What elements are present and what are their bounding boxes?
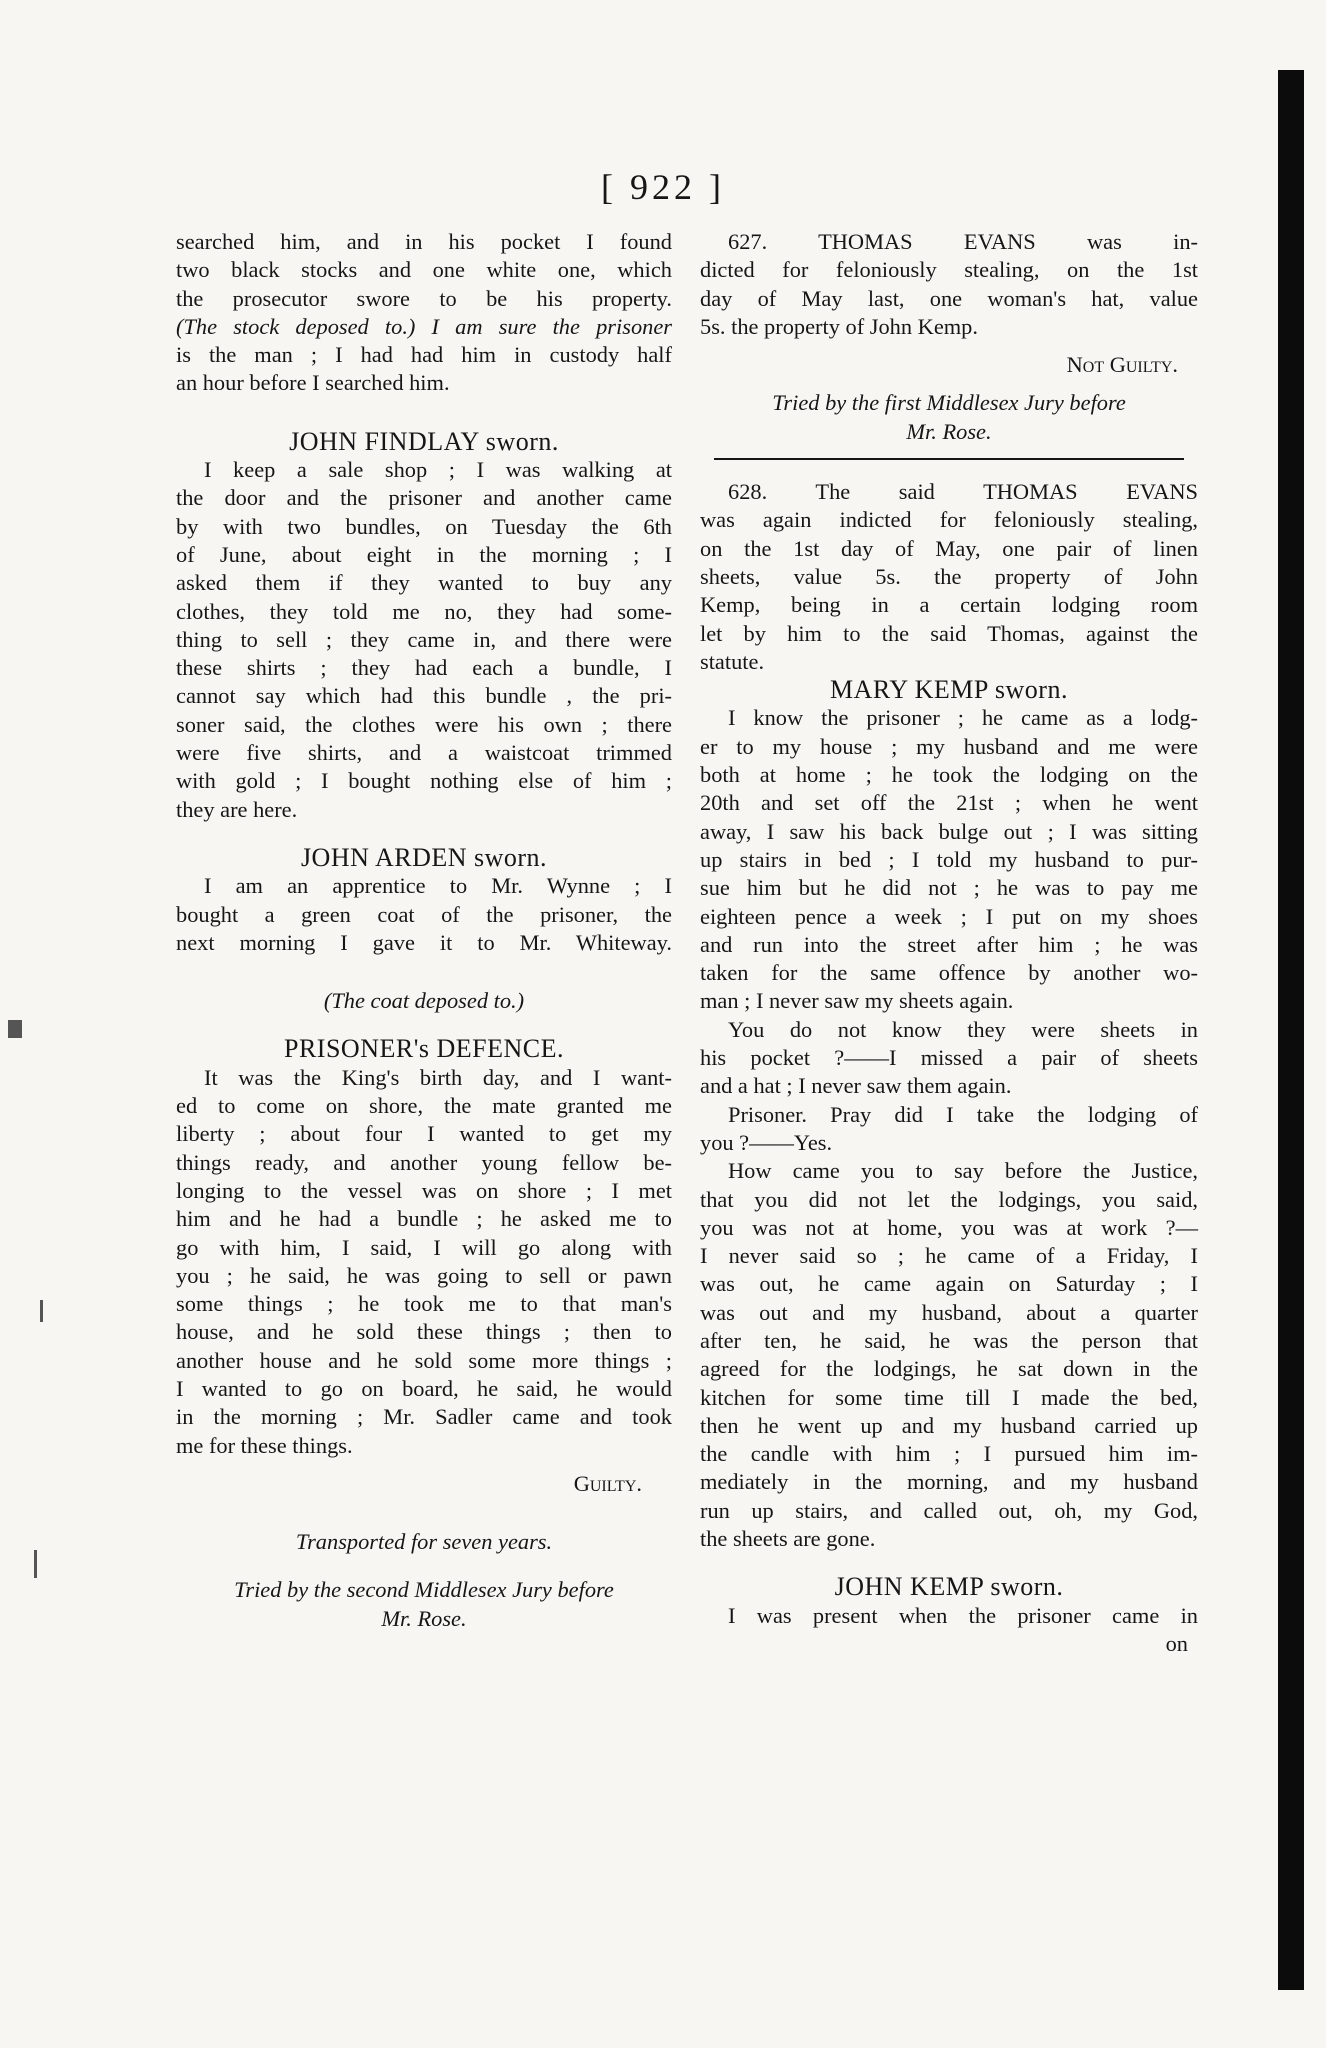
opening-paragraph [176, 228, 672, 398]
section-divider [714, 458, 1184, 460]
text-line: the candle with him ; I pursued him im- [700, 1441, 1198, 1467]
text-line: kitchen for some time till I made the bed, [700, 1384, 1198, 1410]
text-line: statute. [700, 648, 765, 674]
text-line: and a hat ; I never saw them again. [700, 1073, 1012, 1099]
text-line: liberty ; about four I wanted to get my [176, 1121, 672, 1147]
text-line: I keep a sale shop ; I was walking at [204, 457, 672, 483]
arden-testimony [176, 872, 672, 957]
text-line: these shirts ; they had each a bundle, I [176, 655, 672, 681]
jury-note: Tried by the first Middlesex Jury before [772, 390, 1126, 416]
text-line: eighteen pence a week ; I put on my shoes [700, 903, 1198, 929]
jury-judge: Mr. Rose. [381, 1605, 467, 1631]
mary-kemp-testimony [700, 704, 1198, 1015]
defence-heading: PRISONER's DEFENCE. [284, 1034, 564, 1064]
text-line: sheets, value 5s. the property of John [700, 563, 1198, 589]
scan-mark [34, 1550, 37, 1578]
text-line: taken for the same offence by another wo- [700, 960, 1198, 986]
text-line: sue him but he did not ; he was to pay me [700, 875, 1198, 901]
text-line: me for these things. [176, 1432, 353, 1458]
text-line: go with him, I said, I will go along with [176, 1234, 672, 1260]
right-column [700, 228, 1198, 1658]
text-line: How came you to say before the Justice, [728, 1158, 1198, 1184]
text-line: 628. The said THOMAS EVANS [728, 479, 1198, 505]
text-line: his pocket ?——I missed a pair of sheets [700, 1045, 1198, 1071]
text-line: you was not at home, you was at work ?— [700, 1214, 1198, 1240]
text-line: agreed for the lodgings, he sat down in the [700, 1356, 1198, 1382]
findlay-testimony [176, 456, 672, 824]
text-line: were five shirts, and a waistcoat trimmed [176, 740, 672, 766]
case-628 [700, 478, 1198, 676]
text-line: an hour before I searched him. [176, 370, 450, 396]
coat-deposed-note: (The coat deposed to.) [323, 988, 525, 1014]
text-line: you ?——Yes. [700, 1129, 833, 1155]
text-line: was out, he came again on Saturday ; I [700, 1271, 1198, 1297]
catchword: on [1165, 1630, 1188, 1656]
jury-note: Tried by the second Middlesex Jury before [234, 1577, 614, 1603]
text-line: in the morning ; Mr. Sadler came and took [176, 1404, 672, 1430]
text-line: man ; I never saw my sheets again. [700, 988, 1014, 1014]
page-number: [ 922 ] [601, 167, 725, 207]
text-line: the prosecutor swore to be his property. [176, 285, 672, 311]
text-line: dicted for feloniously stealing, on the 1st [700, 257, 1198, 283]
text-line: bought a green coat of the prisoner, the [176, 901, 672, 927]
witness-heading-mary-kemp: MARY KEMP sworn. [830, 675, 1068, 705]
text-line: day of May last, one woman's hat, value [700, 285, 1198, 311]
text-line: er to my house ; my husband and me were [700, 733, 1198, 759]
text-line: away, I saw his back bulge out ; I was sitting [700, 818, 1198, 844]
text-line: I was present when the prisoner came in [728, 1602, 1198, 1628]
text-line: I am an apprentice to Mr. Wynne ; I [204, 873, 672, 899]
witness-heading-findlay: JOHN FINDLAY sworn. [289, 426, 559, 456]
text-line: I never said so ; he came of a Friday, I [700, 1243, 1198, 1269]
text-line: Prisoner. Pray did I take the lodging of [728, 1101, 1198, 1127]
text-line: ed to come on shore, the mate granted me [176, 1093, 672, 1119]
jury-judge: Mr. Rose. [906, 418, 992, 444]
text-line: I wanted to go on board, he said, he would [176, 1375, 672, 1401]
witness-heading-john-kemp: JOHN KEMP sworn. [834, 1572, 1064, 1602]
justice-question [700, 1157, 1198, 1553]
prisoner-question [700, 1101, 1198, 1158]
text-line: asked them if they wanted to buy any [176, 570, 672, 596]
left-column [176, 228, 672, 1633]
text-line: up stairs in bed ; I told my husband to pur- [700, 846, 1198, 872]
text-line: that you did not let the lodgings, you said, [700, 1186, 1198, 1212]
text-line: I know the prisoner ; he came as a lodg- [728, 705, 1198, 731]
text-line: some things ; he took me to that man's [176, 1291, 672, 1317]
text-line: of June, about eight in the morning ; I [176, 541, 672, 567]
text-line: searched him, and in his pocket I found [176, 229, 672, 254]
text-line: two black stocks and one white one, which [176, 257, 672, 283]
case-627 [700, 228, 1198, 341]
text-line: both at home ; he took the lodging on the [700, 762, 1198, 788]
witness-heading-arden: JOHN ARDEN sworn. [300, 842, 548, 872]
text-line: the sheets are gone. [700, 1526, 876, 1552]
text-line: was out and my husband, about a quarter [700, 1299, 1198, 1325]
john-kemp-testimony [700, 1602, 1198, 1630]
text-line: they are here. [176, 796, 298, 822]
verdict-guilty: Guilty. [573, 1470, 642, 1496]
text-line: (The stock deposed to.) I am sure the prisoner [176, 313, 672, 339]
text-line: 20th and set off the 21st ; when he went [700, 790, 1198, 816]
text-line: Kemp, being in a certain lodging room [700, 592, 1198, 618]
scan-mark [8, 1020, 22, 1038]
text-line: run up stairs, and called out, oh, my God, [700, 1497, 1198, 1523]
scan-mark [40, 1300, 43, 1322]
text-line: mediately in the morning, and my husband [700, 1469, 1198, 1495]
text-line: thing to sell ; they came in, and there were [176, 626, 672, 652]
text-line: 5s. the property of John Kemp. [700, 313, 978, 339]
verdict-not-guilty: Not Guilty. [1066, 352, 1178, 378]
text-line: then he went up and my husband carried up [700, 1412, 1198, 1438]
text-line: on the 1st day of May, one pair of linen [700, 535, 1198, 561]
sentence: Transported for seven years. [295, 1529, 553, 1555]
text-line: him and he had a bundle ; he asked me to [176, 1206, 672, 1232]
question-answer [700, 1016, 1198, 1101]
defence-statement [176, 1064, 672, 1460]
text-line: house, and he sold these things ; then to [176, 1319, 672, 1345]
text-line: with gold ; I bought nothing else of him ; [176, 768, 672, 794]
text-line: things ready, and another young fellow be- [176, 1149, 672, 1175]
text-line: was again indicted for feloniously stealing, [700, 507, 1198, 533]
text-line: the door and the prisoner and another came [176, 485, 672, 511]
text-line: by with two bundles, on Tuesday the 6th [176, 513, 672, 539]
text-line: is the man ; I had had him in custody half [176, 342, 672, 368]
page-edge-shadow [1278, 70, 1304, 1990]
text-line: cannot say which had this bundle , the pri- [176, 683, 672, 709]
text-line: let by him to the said Thomas, against the [700, 620, 1198, 646]
text-line: another house and he sold some more things ; [176, 1347, 672, 1373]
text-line: after ten, he said, he was the person that [700, 1327, 1198, 1353]
text-line: clothes, they told me no, they had some- [176, 598, 672, 624]
text-line: 627. THOMAS EVANS was in- [728, 229, 1198, 254]
text-line: You do not know they were sheets in [728, 1016, 1198, 1042]
text-line: you ; he said, he was going to sell or pawn [176, 1262, 672, 1288]
text-line: soner said, the clothes were his own ; there [176, 711, 672, 737]
text-line: longing to the vessel was on shore ; I met [176, 1177, 672, 1203]
text-line: next morning I gave it to Mr. Whiteway. [176, 929, 672, 955]
text-line: It was the King's birth day, and I want- [204, 1064, 672, 1090]
text-line: and run into the street after him ; he was [700, 931, 1198, 957]
